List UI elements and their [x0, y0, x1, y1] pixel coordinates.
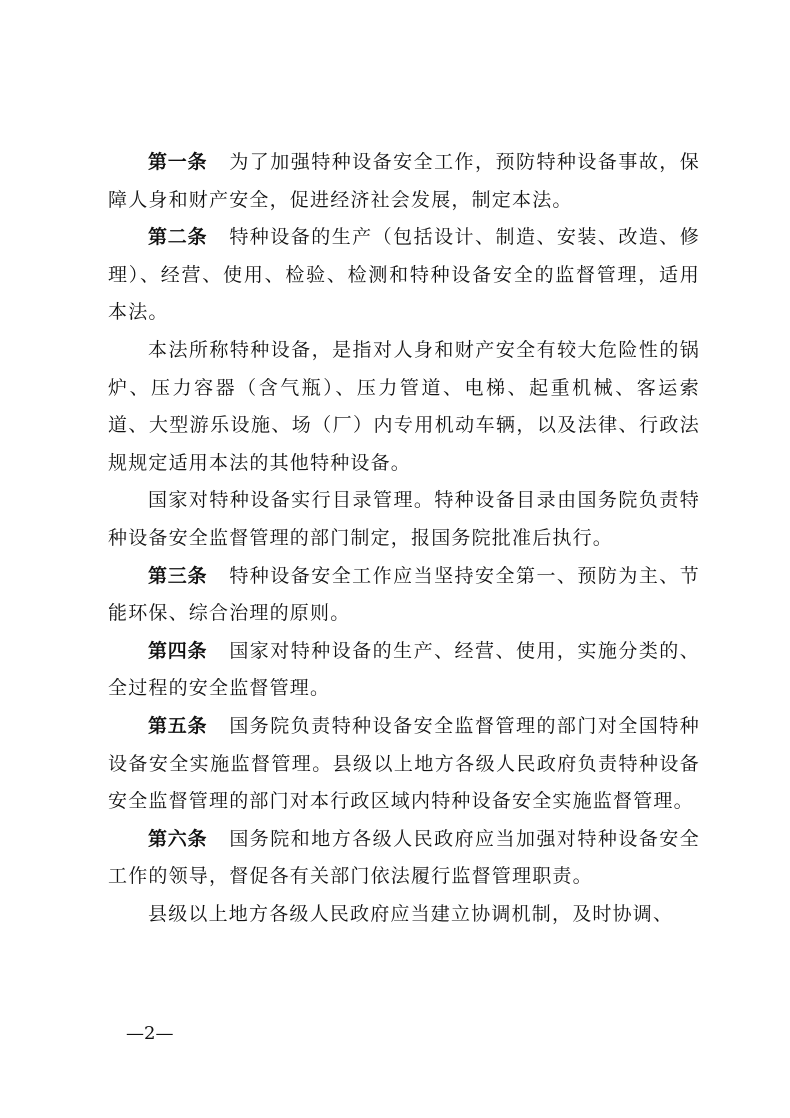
paragraph-text: 本法所称特种设备，是指对人身和财产安全有较大危险性的锅炉、压力容器（含气瓶）、压力管道、电梯、起重机械、客运索道、大型游乐设施、场（厂）内专用机动车辆，以及法律、行政法规规定适用本法的其他特种设备。	[108, 338, 700, 474]
paragraph-text: 国务院负责特种设备安全监督管理的部门对全国特种设备安全实施监督管理。县级以上地方各级人民政府负责特种设备安全监督管理的部门对本行政区域内特种设备安全实施监督管理。	[108, 714, 700, 813]
paragraph-text: 国家对特种设备的生产、经营、使用，实施分类的、全过程的安全监督管理。	[108, 639, 700, 700]
paragraph-text: 国务院和地方各级人民政府应当加强对特种设备安全工作的领导，督促各有关部门依法履行监督管理职责。	[108, 827, 700, 888]
paragraph-article-1	[108, 144, 700, 219]
paragraph-special-equipment-definition	[108, 332, 700, 482]
paragraph-text: 特种设备的生产（包括设计、制造、安装、改造、修理）、经营、使用、检验、检测和特种设备安全的监督管理，适用本法。	[108, 226, 700, 324]
paragraph-article-3	[108, 558, 700, 633]
article-number: 第三条	[148, 564, 208, 587]
paragraph-text: 特种设备安全工作应当坚持安全第一、预防为主、节能环保、综合治理的原则。	[108, 564, 700, 625]
paragraph-text: 为了加强特种设备安全工作，预防特种设备事故，保障人身和财产安全，促进经济社会发展，制定本法。	[108, 151, 700, 211]
document-body	[108, 144, 700, 933]
paragraph-article-2	[108, 219, 700, 332]
paragraph-article-4	[108, 633, 700, 708]
paragraph-catalog-management	[108, 482, 700, 557]
paragraph-article-5	[108, 708, 700, 821]
article-number: 第二条	[148, 226, 208, 249]
page-number: —2—	[126, 1023, 174, 1044]
article-number: 第六条	[148, 827, 208, 850]
paragraph-article-6	[108, 821, 700, 896]
article-number: 第五条	[148, 714, 208, 737]
article-number: 第四条	[148, 639, 208, 662]
paragraph-coordination	[108, 896, 700, 934]
paragraph-text: 县级以上地方各级人民政府应当建立协调机制，及时协调、	[148, 902, 674, 925]
article-number: 第一条	[148, 151, 208, 173]
paragraph-text: 国家对特种设备实行目录管理。特种设备目录由国务院负责特种设备安全监督管理的部门制定，报国务院批准后执行。	[108, 489, 700, 549]
